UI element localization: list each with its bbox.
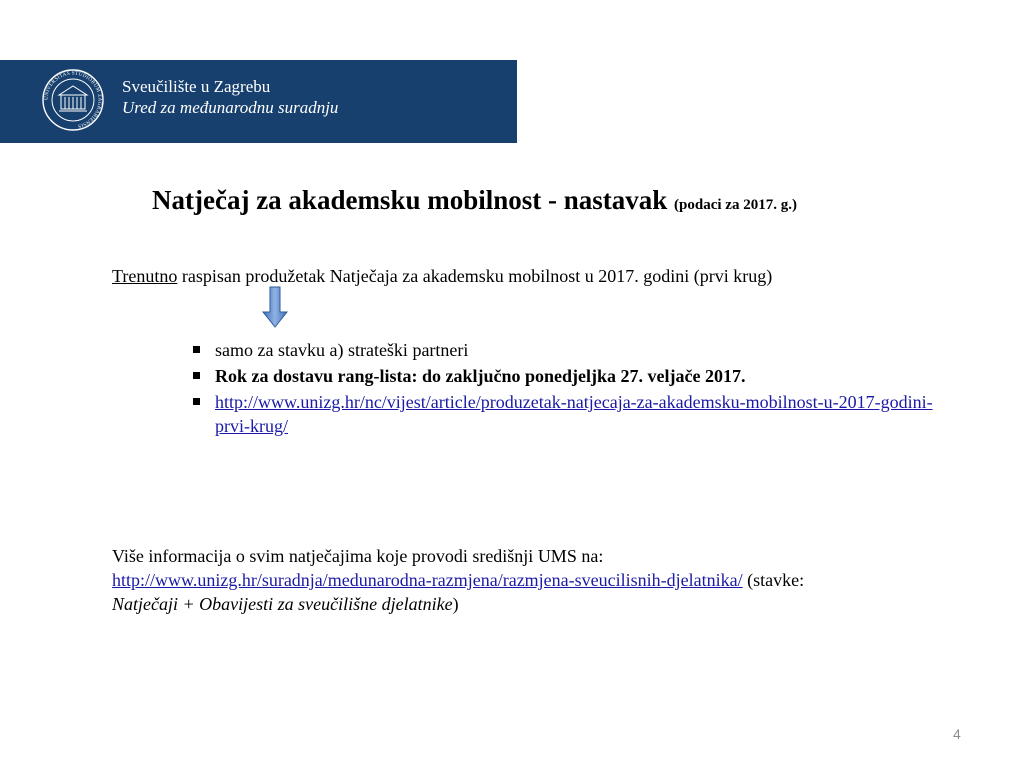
more-info-line: Više informacija o svim natječajima koje provodi središnji UMS na: (112, 546, 604, 566)
intro-rest: raspisan produžetak Natječaja za akademsku mobilnost u 2017. godini (prvi krug) (177, 266, 773, 286)
intro-line (112, 264, 772, 288)
bullet-item (190, 364, 950, 388)
header-band (0, 60, 517, 143)
bullet-square-icon (193, 346, 200, 353)
bullet-item (190, 338, 950, 362)
bullet-square-icon (193, 372, 200, 379)
exchange-link[interactable]: http://www.unizg.hr/suradnja/medunarodna-razmjena/razmjena-sveucilisnih-djelatnika/ (112, 570, 743, 590)
slide-title-main: Natječaj za akademsku mobilnost - nastavak (152, 185, 668, 215)
slide-title-sub: (podaci za 2017. g.) (674, 197, 797, 213)
intro-underlined: Trenutno (112, 266, 178, 286)
university-seal-icon (41, 68, 105, 132)
bullet-square-icon (193, 398, 200, 405)
bullet-list (190, 338, 950, 440)
more-info-close: ) (452, 594, 459, 614)
slide-number: 4 (953, 726, 961, 742)
down-arrow-icon (261, 286, 289, 328)
org-department: Ured za međunarodnu suradnju (122, 98, 339, 117)
org-name: Sveučilište u Zagrebu (122, 77, 271, 96)
slide-title (152, 184, 797, 221)
more-info (112, 544, 952, 616)
bullet-deadline-text: Rok za dostavu rang-lista: do zaključno ponedjeljka 27. veljače 2017. (215, 366, 746, 386)
bullet-item (190, 390, 950, 438)
svg-text:UNIVERSITAS STUDIORUM ZAGRABIE: UNIVERSITAS STUDIORUM ZAGRABIENSIS (43, 70, 103, 130)
announcement-link[interactable]: http://www.unizg.hr/nc/vijest/article/produzetak-natjecaja-za-akademsku-mobilnost-u-2017-godini-prvi-krug/ (215, 392, 933, 436)
more-info-items: Natječaji + Obavijesti za sveučilišne djelatnike (112, 594, 453, 614)
more-info-items-line (112, 592, 952, 616)
more-info-link-line (112, 568, 952, 592)
bullet-text: samo za stavku a) strateški partneri (215, 340, 469, 360)
more-info-after-link: (stavke: (742, 570, 805, 590)
